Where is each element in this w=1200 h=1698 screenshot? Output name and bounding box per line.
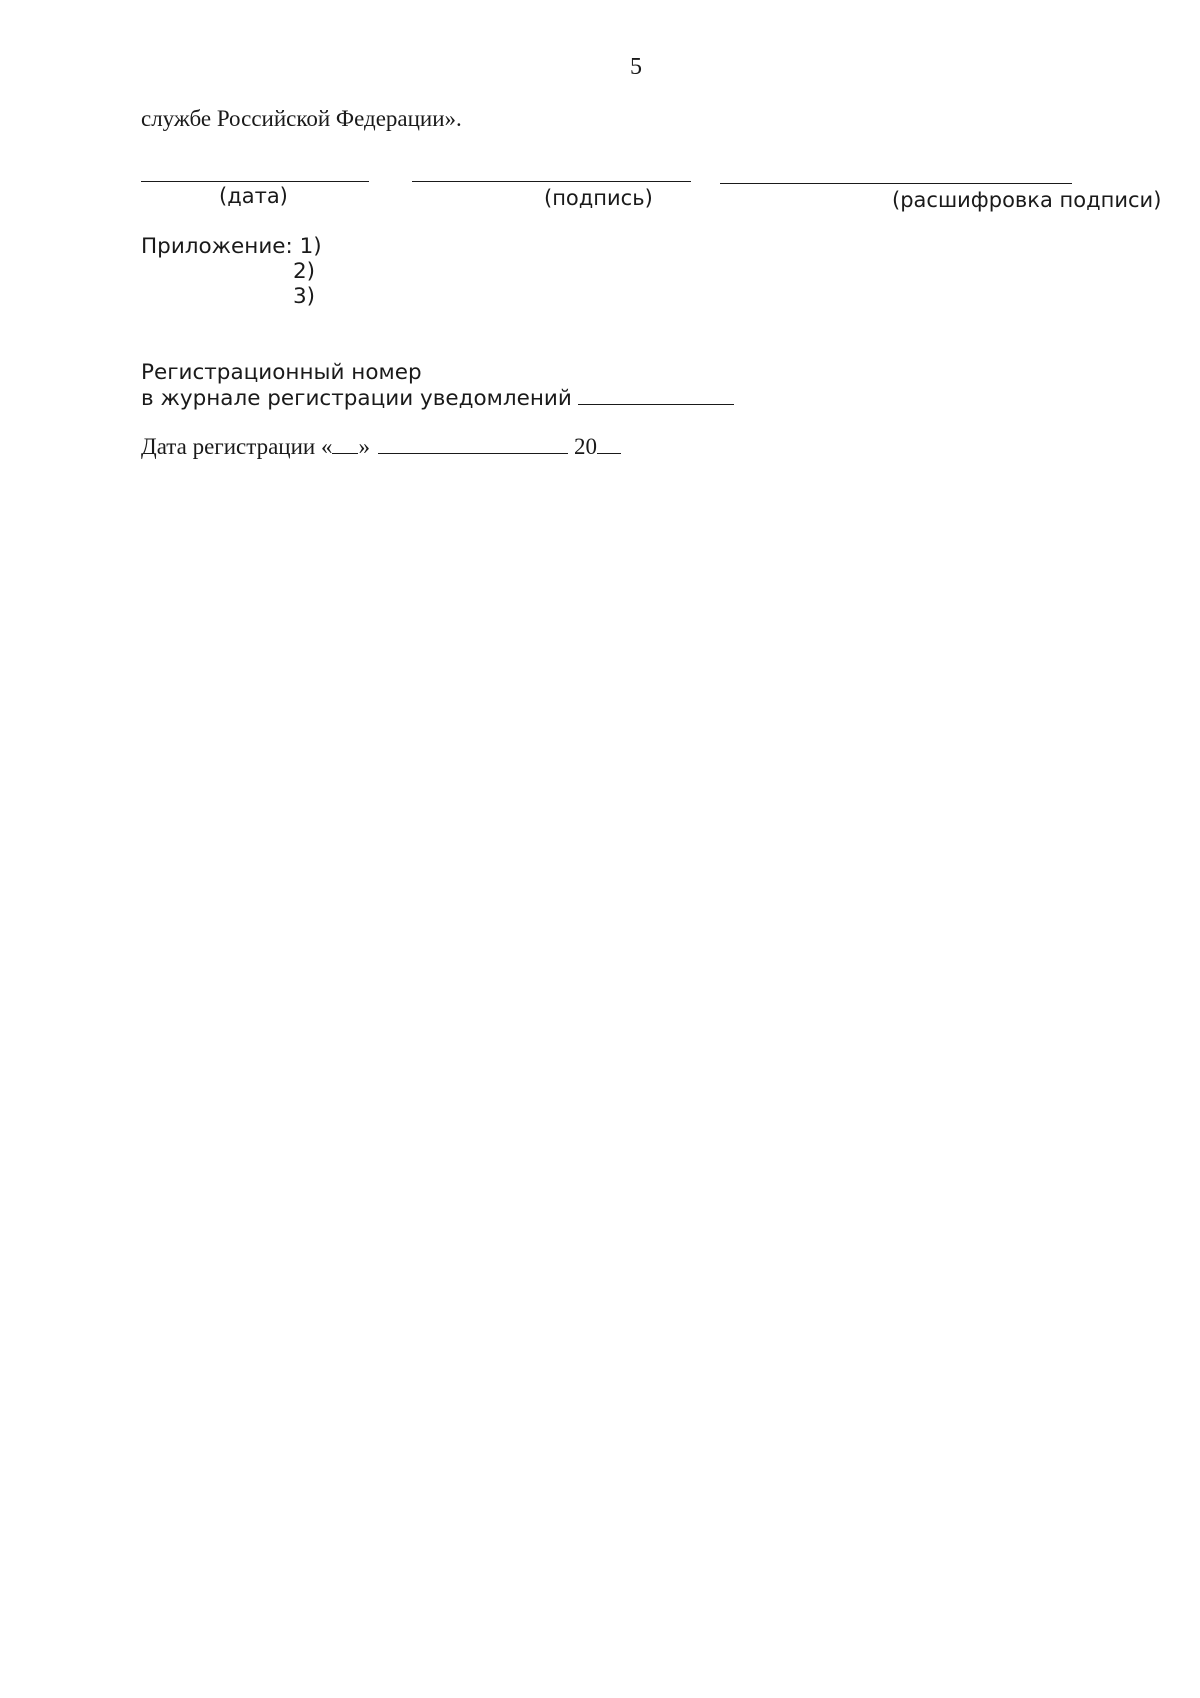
appendix-item-2: 2) bbox=[293, 259, 316, 284]
signature-caption: (подпись) bbox=[544, 186, 653, 210]
appendix-item-1: 1) bbox=[299, 234, 322, 259]
registration-number-blank bbox=[578, 386, 734, 405]
signature-line bbox=[412, 181, 691, 182]
date-line bbox=[141, 181, 369, 182]
signature-decoding-caption: (расшифровка подписи) bbox=[892, 188, 1162, 212]
page-number: 5 bbox=[630, 54, 642, 80]
quote-open: « bbox=[320, 434, 333, 459]
registration-number-label: Регистрационный номер bbox=[141, 360, 422, 385]
month-blank bbox=[378, 435, 568, 454]
quote-close: » bbox=[358, 434, 370, 459]
day-blank bbox=[332, 435, 358, 454]
year-prefix: 20 bbox=[573, 434, 597, 459]
registration-date-label: Дата регистрации bbox=[141, 434, 316, 459]
signature-decoding-line bbox=[720, 183, 1072, 184]
registration-journal-label: в журнале регистрации уведомлений bbox=[141, 386, 572, 411]
registration-date-row bbox=[141, 434, 621, 460]
continuation-text: службе Российской Федерации». bbox=[141, 106, 462, 131]
appendix-item-3: 3) bbox=[293, 284, 316, 309]
year-blank bbox=[597, 435, 621, 454]
appendix-label: Приложение: bbox=[141, 234, 293, 259]
appendix-label-row bbox=[141, 234, 322, 259]
registration-journal-row bbox=[141, 386, 734, 411]
date-caption: (дата) bbox=[219, 184, 288, 208]
